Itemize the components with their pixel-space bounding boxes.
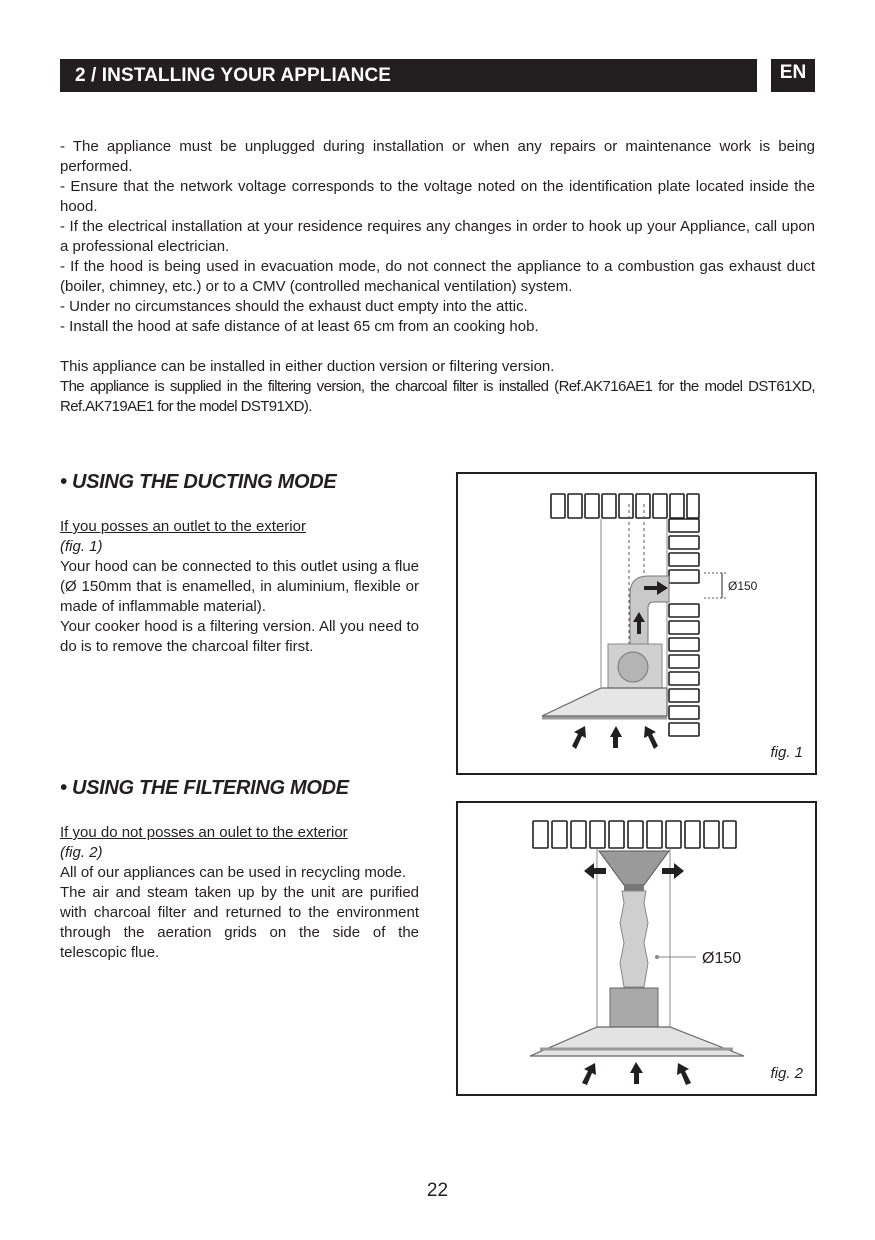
- intro-bullet: - If the electrical installation at your residence requires any changes in order to hook up your Appliance, call upon a professional electrician.: [60, 218, 815, 255]
- filtering-paragraph: All of our appliances can be used in recycling mode.: [60, 864, 407, 881]
- supplied-line: The appliance is supplied in the filtering version, the charcoal filter is installed (Ref.AK716AE1 for the model DST61XD, Ref.AK719AE1 for the model DST91XD).: [60, 378, 815, 415]
- filtering-mode-heading: • USING THE FILTERING MODE: [60, 777, 349, 799]
- language-badge: EN: [771, 59, 815, 92]
- ducting-diagram: [458, 474, 815, 773]
- section-title: 2 / INSTALLING YOUR APPLIANCE: [75, 65, 392, 86]
- wall-bricks: [669, 519, 699, 736]
- intro-text: [60, 137, 815, 417]
- intake-arrows: [582, 1062, 691, 1085]
- duct-diameter-label: Ø150: [728, 579, 758, 593]
- intake-arrows: [572, 726, 658, 749]
- filtering-subtitle: If you do not posses an oulet to the exterior: [60, 824, 348, 841]
- figure-1-ducting: [456, 472, 817, 775]
- intro-bullet: - The appliance must be unplugged during installation or when any repairs or maintenance work is being performed.: [60, 138, 815, 175]
- ceiling-bricks: [533, 821, 736, 848]
- page-number: 22: [426, 1180, 449, 1201]
- intro-bullet: - Install the hood at safe distance of at least 65 cm from an cooking hob.: [60, 318, 539, 335]
- ducting-paragraph: Your hood can be connected to this outlet using a flue (Ø 150mm that is enamelled, in aluminium, flexible or made of inflammable material).: [60, 558, 419, 615]
- duct-diameter-label: Ø150: [702, 950, 742, 967]
- intro-bullet: - Under no circumstances should the exhaust duct empty into the attic.: [60, 298, 528, 315]
- ducting-mode-body: [60, 517, 419, 657]
- figure-2-caption: fig. 2: [770, 1065, 803, 1082]
- filtering-fig-ref: (fig. 2): [60, 844, 103, 861]
- figure-2-filtering: [456, 801, 817, 1096]
- ceiling-bricks: [551, 494, 699, 518]
- ducting-mode-heading: • USING THE DUCTING MODE: [60, 471, 337, 493]
- intro-bullet: - If the hood is being used in evacuation mode, do not connect the appliance to a combustion gas exhaust duct (boiler, chimney, etc.) or to a CMV (controlled mechanical ventilation) system.: [60, 258, 815, 295]
- filtering-diagram: [458, 803, 815, 1094]
- filtering-mode-body: [60, 823, 419, 963]
- versions-line: This appliance can be installed in either duction version or filtering version.: [60, 358, 555, 375]
- section-header-bar: [60, 59, 757, 92]
- figure-1-caption: fig. 1: [770, 744, 803, 761]
- filtering-paragraph: The air and steam taken up by the unit are purified with charcoal filter and returned to the environment through the aeration grids on the side of the telescopic flue.: [60, 884, 419, 961]
- intro-bullet: - Ensure that the network voltage corresponds to the voltage noted on the identification plate located inside the hood.: [60, 178, 815, 215]
- ducting-fig-ref: (fig. 1): [60, 538, 103, 555]
- ducting-subtitle: If you posses an outlet to the exterior: [60, 518, 306, 535]
- ducting-paragraph: Your cooker hood is a filtering version. All you need to do is to remove the charcoal filter first.: [60, 618, 419, 655]
